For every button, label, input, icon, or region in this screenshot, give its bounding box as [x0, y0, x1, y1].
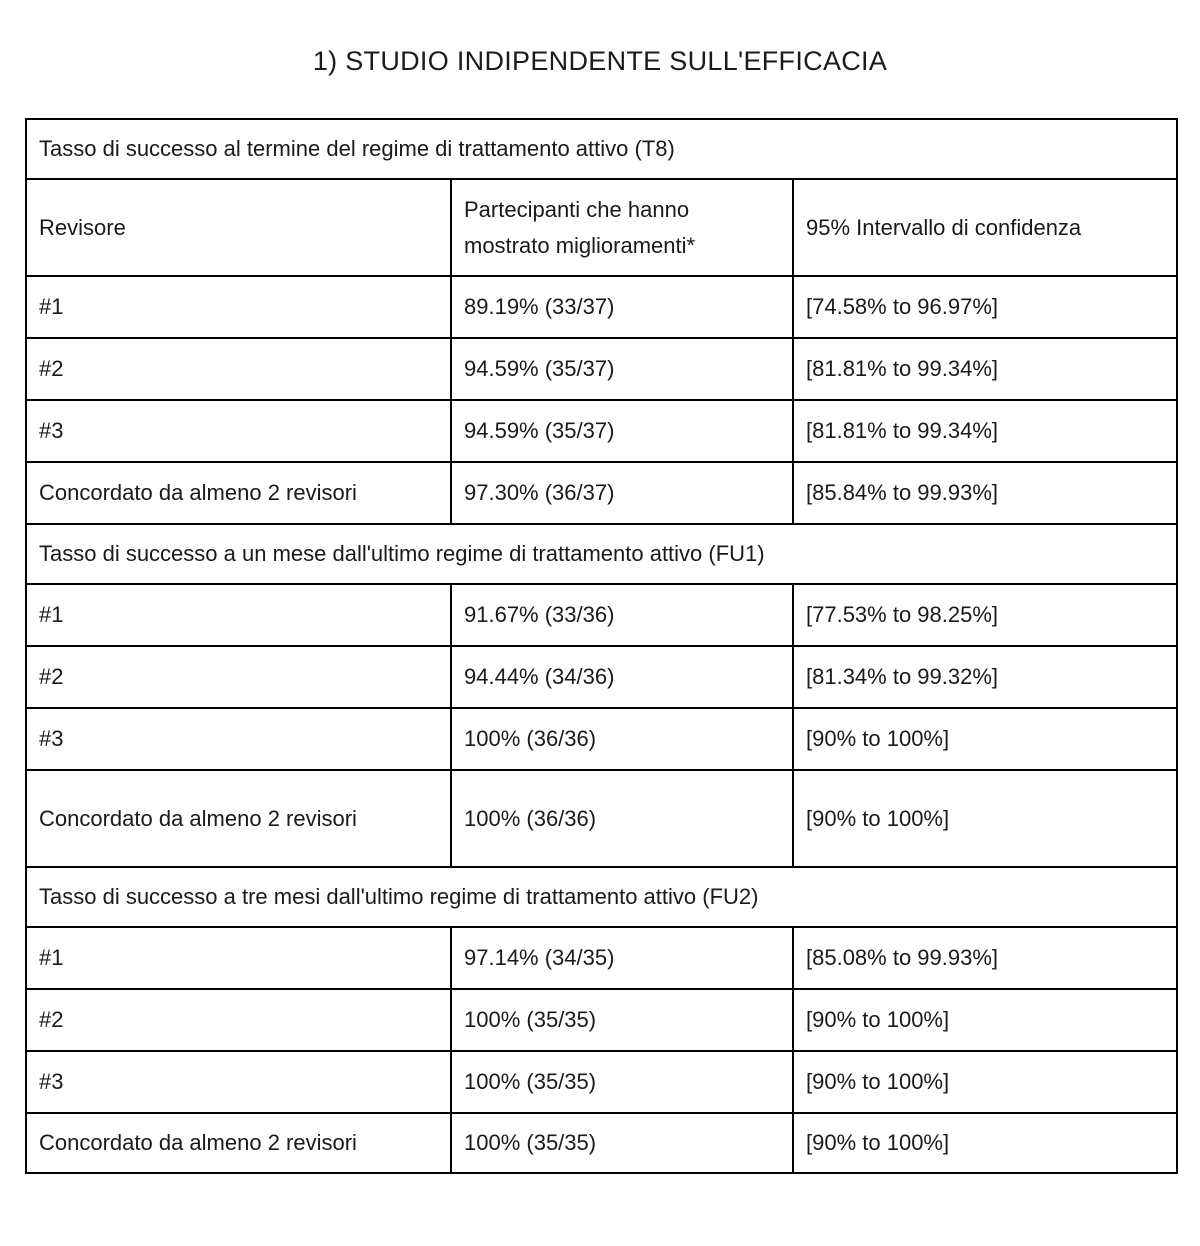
- confidence-cell: [90% to 100%]: [793, 989, 1177, 1051]
- confidence-cell: [90% to 100%]: [793, 708, 1177, 770]
- reviewer-cell: #2: [26, 338, 451, 400]
- table-row: [26, 276, 1177, 338]
- section-header-fu2: Tasso di successo a tre mesi dall'ultimo regime di trattamento attivo (FU2): [26, 867, 1177, 927]
- table-row: [26, 462, 1177, 524]
- table-row: [26, 927, 1177, 989]
- reviewer-cell: #1: [26, 276, 451, 338]
- participants-cell: 100% (35/35): [451, 989, 793, 1051]
- table-row: [26, 708, 1177, 770]
- section-header-fu1: Tasso di successo a un mese dall'ultimo regime di trattamento attivo (FU1): [26, 524, 1177, 584]
- reviewer-cell: #1: [26, 584, 451, 646]
- table-row: [26, 989, 1177, 1051]
- table-row: [26, 770, 1177, 867]
- column-header-confidence: 95% Intervallo di confidenza: [793, 179, 1177, 276]
- reviewer-cell: #3: [26, 400, 451, 462]
- confidence-cell: [85.08% to 99.93%]: [793, 927, 1177, 989]
- confidence-cell: [81.81% to 99.34%]: [793, 338, 1177, 400]
- reviewer-cell: #2: [26, 989, 451, 1051]
- confidence-cell: [81.81% to 99.34%]: [793, 400, 1177, 462]
- participants-cell: 94.59% (35/37): [451, 400, 793, 462]
- table-row: [26, 400, 1177, 462]
- participants-cell: 100% (36/36): [451, 770, 793, 867]
- confidence-cell: [90% to 100%]: [793, 1113, 1177, 1173]
- participants-cell: 89.19% (33/37): [451, 276, 793, 338]
- column-header-reviewer: Revisore: [26, 179, 451, 276]
- reviewer-cell: Concordato da almeno 2 revisori: [26, 1113, 451, 1173]
- reviewer-cell: Concordato da almeno 2 revisori: [26, 770, 451, 867]
- section-header-row-fu1: [26, 524, 1177, 584]
- table-row: [26, 646, 1177, 708]
- table-row: [26, 584, 1177, 646]
- confidence-cell: [90% to 100%]: [793, 770, 1177, 867]
- efficacy-study-table: [25, 118, 1178, 1174]
- section-header-row-fu2: [26, 867, 1177, 927]
- participants-cell: 100% (35/35): [451, 1051, 793, 1113]
- reviewer-cell: #2: [26, 646, 451, 708]
- table-row: [26, 1051, 1177, 1113]
- reviewer-cell: #3: [26, 708, 451, 770]
- page-title: 1) STUDIO INDIPENDENTE SULL'EFFICACIA: [312, 46, 888, 76]
- confidence-cell: [85.84% to 99.93%]: [793, 462, 1177, 524]
- confidence-cell: [77.53% to 98.25%]: [793, 584, 1177, 646]
- column-header-participants: Partecipanti che hanno mostrato miglioramenti*: [451, 179, 793, 276]
- participants-cell: 97.14% (34/35): [451, 927, 793, 989]
- confidence-cell: [81.34% to 99.32%]: [793, 646, 1177, 708]
- participants-cell: 94.59% (35/37): [451, 338, 793, 400]
- participants-cell: 100% (35/35): [451, 1113, 793, 1173]
- participants-cell: 97.30% (36/37): [451, 462, 793, 524]
- reviewer-cell: Concordato da almeno 2 revisori: [26, 462, 451, 524]
- participants-cell: 100% (36/36): [451, 708, 793, 770]
- confidence-cell: [74.58% to 96.97%]: [793, 276, 1177, 338]
- table-row: [26, 338, 1177, 400]
- table-row: [26, 1113, 1177, 1173]
- reviewer-cell: #3: [26, 1051, 451, 1113]
- participants-cell: 91.67% (33/36): [451, 584, 793, 646]
- column-header-row: [26, 179, 1177, 276]
- reviewer-cell: #1: [26, 927, 451, 989]
- confidence-cell: [90% to 100%]: [793, 1051, 1177, 1113]
- section-header-row-t8: [26, 119, 1177, 179]
- participants-cell: 94.44% (34/36): [451, 646, 793, 708]
- section-header-t8: Tasso di successo al termine del regime di trattamento attivo (T8): [26, 119, 1177, 179]
